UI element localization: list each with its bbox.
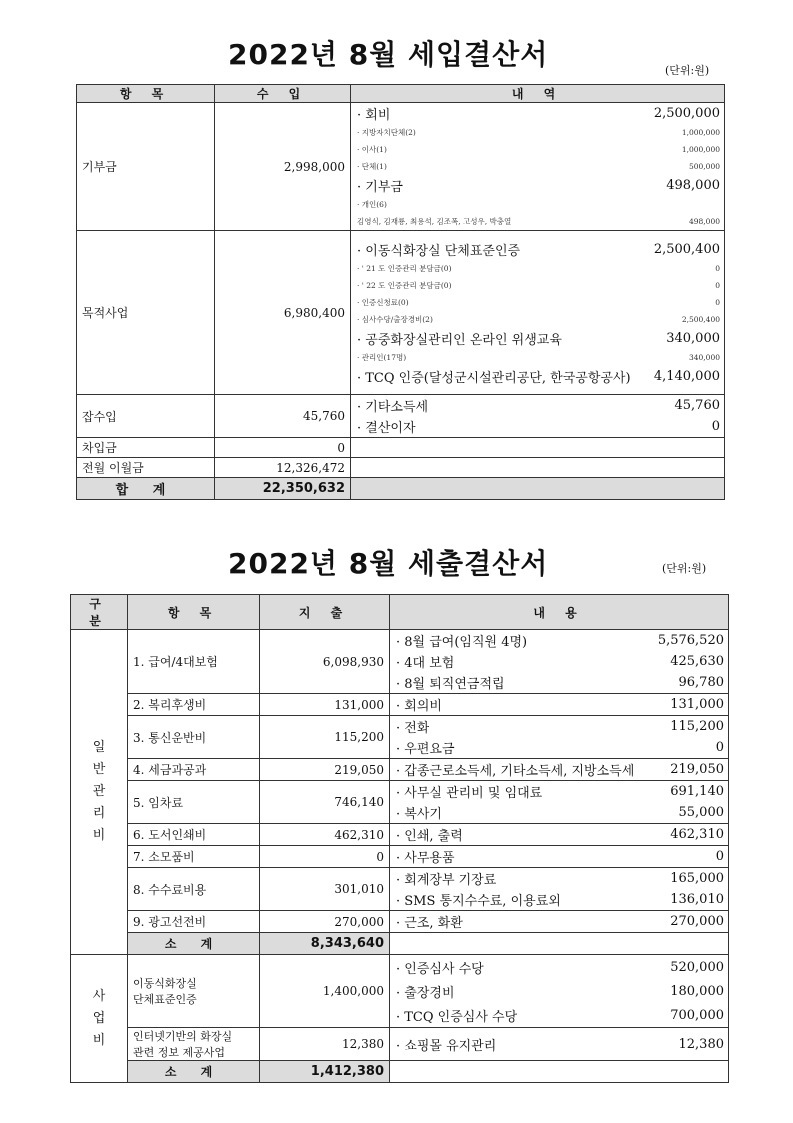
detail-text: · 인증신청료(0) [357,297,409,307]
expense-detail [390,716,729,759]
expense-amount: 115,200 [260,716,390,759]
detail-line [351,328,724,349]
detail-line [351,277,724,294]
income-detail-empty [351,438,725,458]
detail-line [390,781,728,802]
expense-detail [390,868,729,911]
expense-row [71,759,729,781]
detail-value: 2,500,400 [681,314,720,324]
detail-value: 462,310 [670,827,724,842]
expense-item: 9. 광고선전비 [128,911,260,933]
expense-detail [390,911,729,933]
detail-line [351,349,724,366]
detail-text: · 사무실 관리비 및 임대료 [396,786,543,801]
detail-line [390,651,728,672]
detail-text: · 기타소득세 [357,400,429,415]
detail-text: · 심사수당/출장경비(2) [357,314,433,324]
detail-line [390,737,728,758]
detail-text: · 단체(1) [357,162,387,171]
detail-text: · 복사기 [396,807,442,822]
detail-line [390,672,728,693]
detail-value: 55,000 [678,805,724,820]
detail-value: 691,140 [670,784,724,799]
detail-value: 0 [715,849,724,864]
detail-line [390,824,728,845]
expense-item: 6. 도서인쇄비 [128,824,260,846]
detail-value: 500,000 [688,162,720,171]
expense-row [71,694,729,716]
detail-text: · 이동식화장실 단체표준인증 [357,243,521,259]
detail-line [351,196,724,213]
expense-header-row [71,595,729,630]
detail-value: 4,140,000 [653,368,720,384]
detail-line [351,416,724,437]
detail-line [390,868,728,889]
expense-detail [390,846,729,868]
detail-line [390,911,728,932]
detail-value: 270,000 [670,914,724,929]
detail-line [390,979,728,1003]
expense-title: 2022년 8월 세출결산서 [228,547,549,580]
detail-value: 498,000 [666,178,720,193]
detail-line [351,175,724,196]
expense-amount: 0 [260,846,390,868]
subtotal-empty [390,1061,729,1083]
expense-item: 인터넷기반의 화장실 관련 정보 제공사업 [128,1028,260,1061]
income-detail [351,231,725,395]
detail-value: 340,000 [688,352,720,362]
detail-value: 131,000 [670,697,724,712]
expense-item: 2. 복리후생비 [128,694,260,716]
income-row-misc [77,395,725,438]
detail-text: · 전화 [396,721,430,736]
detail-text: · 8월 퇴직연금적립 [396,677,505,692]
income-label: 전월 이월금 [77,458,215,478]
income-amount: 0 [215,438,351,458]
income-amount: 6,980,400 [215,231,351,395]
income-label: 기부금 [77,103,215,231]
detail-text: · 8월 급여(임직원 4명) [396,635,528,650]
expense-row [71,1028,729,1061]
expense-row [71,630,729,694]
detail-text: · 결산이자 [357,421,416,436]
income-row-donation [77,103,725,231]
detail-text: · ' 22 도 인증관리 분담금(0) [357,280,452,290]
expense-row [71,716,729,759]
income-label: 목적사업 [77,231,215,395]
subtotal-amount: 1,412,380 [260,1061,390,1083]
detail-text: · 개인(6) [357,200,387,209]
expense-item: 이동식화장실 단체표준인증 [128,955,260,1028]
subtotal-empty [390,933,729,955]
expense-item: 5. 임차료 [128,781,260,824]
expense-detail [390,630,729,694]
detail-text: · 갑종근로소득세, 기타소득세, 지방소득세 [396,764,635,779]
detail-text: · 쇼핑몰 유지관리 [396,1038,497,1054]
detail-value: 219,050 [670,762,724,777]
detail-line [351,213,724,230]
detail-value: 1,000,000 [681,128,720,137]
detail-value: 340,000 [666,330,720,346]
header-spend: 지 출 [260,595,390,630]
detail-text: · SMS 통지수수료, 이용료외 [396,894,561,909]
expense-item: 7. 소모품비 [128,846,260,868]
expense-row [71,781,729,824]
income-total-label: 합 계 [77,478,215,500]
subtotal-label: 소 계 [128,1061,260,1083]
detail-line [351,239,724,260]
income-total-amount: 22,350,632 [215,478,351,500]
detail-text: · 4대 보험 [396,656,455,671]
expense-detail [390,781,729,824]
income-label: 차입금 [77,438,215,458]
detail-line [390,694,728,715]
income-header-row [77,85,725,103]
detail-value: 498,000 [688,217,720,226]
detail-value: 425,630 [670,654,724,669]
header-content: 내 용 [390,595,729,630]
income-amount: 2,998,000 [215,103,351,231]
detail-line [390,716,728,737]
detail-value: 2,500,400 [653,241,720,257]
detail-value: 136,010 [670,892,724,907]
header-item: 항 목 [128,595,260,630]
detail-value: 0 [715,263,720,273]
detail-line [351,260,724,277]
income-unit: (단위:원) [665,64,710,77]
income-amount: 12,326,472 [215,458,351,478]
detail-text: · 인쇄, 출력 [396,829,463,844]
detail-value: 0 [715,280,720,290]
detail-line [351,366,724,387]
detail-value: 0 [715,297,720,307]
subtotal-row [71,933,729,955]
detail-text: · TCQ 인증(달성군시설관리공단, 한국공항공사) [357,370,631,386]
income-detail [351,395,725,438]
detail-value: 700,000 [670,1007,724,1023]
expense-amount: 219,050 [260,759,390,781]
category-general: 일 반 관 리 비 [71,630,128,955]
detail-value: 0 [715,740,724,755]
expense-table [70,594,729,1083]
income-row-carry [77,458,725,478]
expense-detail [390,824,729,846]
expense-row [71,911,729,933]
detail-value: 165,000 [670,871,724,886]
header-category: 구 분 [71,595,128,630]
income-row-purpose [77,231,725,395]
detail-line [390,889,728,910]
detail-text: · 이사(1) [357,145,387,154]
detail-line [351,395,724,416]
expense-detail [390,1028,729,1061]
income-label: 잡수입 [77,395,215,438]
detail-text: · 관리인(17명) [357,352,407,362]
income-row-loan [77,438,725,458]
detail-value: 180,000 [670,983,724,999]
subtotal-label: 소 계 [128,933,260,955]
detail-text: · 회계장부 기장료 [396,873,497,888]
detail-line [351,311,724,328]
expense-detail [390,759,729,781]
detail-line [351,294,724,311]
detail-line [390,630,728,651]
subtotal-amount: 8,343,640 [260,933,390,955]
header-income: 수 입 [215,85,351,103]
expense-amount: 301,010 [260,868,390,911]
income-row-total [77,478,725,500]
detail-line [390,1003,728,1027]
income-title: 2022년 8월 세입결산서 [228,38,549,71]
detail-text: · 인증심사 수당 [396,961,484,977]
expense-detail [390,694,729,716]
expense-unit: (단위:원) [662,562,707,575]
expense-item: 3. 통신운반비 [128,716,260,759]
detail-text: · 출장경비 [396,985,455,1001]
income-detail-empty [351,458,725,478]
expense-row [71,955,729,1028]
detail-line [390,802,728,823]
subtotal-row [71,1061,729,1083]
expense-amount: 131,000 [260,694,390,716]
detail-line [351,103,724,124]
detail-value: 1,000,000 [681,145,720,154]
detail-value: 96,780 [678,675,724,690]
expense-item: 8. 수수료비용 [128,868,260,911]
detail-value: 5,576,520 [657,633,724,648]
detail-line [390,955,728,979]
income-detail [351,103,725,231]
detail-text: · 회의비 [396,699,442,714]
expense-amount: 6,098,930 [260,630,390,694]
detail-line [390,1034,728,1055]
income-total-empty [351,478,725,500]
detail-text: 김영식, 김재룡, 최용석, 김조폭, 고성우, 박충열 [357,217,512,226]
expense-row [71,824,729,846]
detail-line [390,846,728,867]
income-table [76,84,725,500]
detail-value: 45,760 [674,398,720,413]
expense-amount: 1,400,000 [260,955,390,1028]
expense-item: 1. 급여/4대보험 [128,630,260,694]
detail-text: · 근조, 화환 [396,916,463,931]
header-detail: 내 역 [351,85,725,103]
detail-line [351,158,724,175]
detail-text: · ' 21 도 인증관리 분담금(0) [357,263,452,273]
detail-value: 520,000 [670,959,724,975]
detail-line [351,124,724,141]
detail-text: · 우편요금 [396,742,455,757]
expense-detail [390,955,729,1028]
detail-text: · TCQ 인증심사 수당 [396,1009,518,1025]
income-amount: 45,760 [215,395,351,438]
detail-value: 12,380 [678,1036,724,1052]
expense-amount: 12,380 [260,1028,390,1061]
expense-item: 4. 세금과공과 [128,759,260,781]
detail-text: · 회비 [357,108,391,123]
expense-row [71,868,729,911]
expense-amount: 270,000 [260,911,390,933]
expense-amount: 746,140 [260,781,390,824]
detail-line [390,759,728,780]
detail-text: · 공중화장실관리인 온라인 위생교육 [357,332,562,348]
header-item: 항 목 [77,85,215,103]
expense-amount: 462,310 [260,824,390,846]
detail-text: · 지방자치단체(2) [357,128,416,137]
detail-text: · 사무용품 [396,851,455,866]
expense-row [71,846,729,868]
detail-value: 0 [711,419,720,434]
detail-value: 115,200 [670,719,724,734]
category-business: 사 업 비 [71,955,128,1083]
detail-value: 2,500,000 [653,106,720,121]
detail-text: · 기부금 [357,180,403,195]
detail-line [351,141,724,158]
